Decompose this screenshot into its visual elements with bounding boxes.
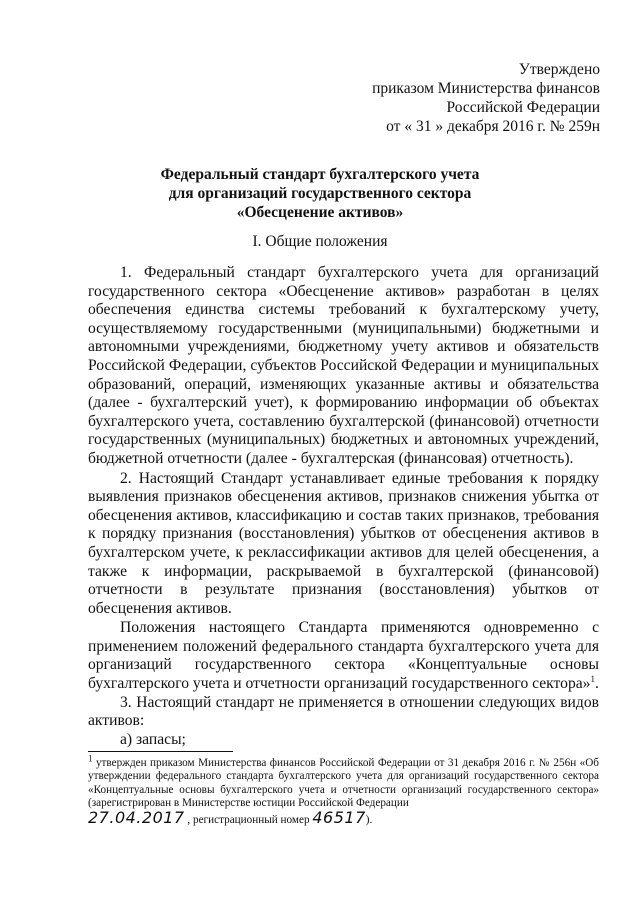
registration-label: , регистрационный номер — [187, 813, 310, 826]
footnote-closing: ). — [365, 813, 373, 826]
approval-line-2: приказом Министерства финансов — [372, 80, 600, 97]
paragraph-3-text: Положения настоящего Стандарта применяются одновременно с применением положений федерального стандарта бухгалтерского учета для организаций государственного сектора «Концептуальные основы бухгалтерского учета и отчетности организаций государственного сектора» — [88, 619, 599, 693]
title-line-2: для организаций государственного сектора — [168, 185, 472, 202]
footnote — [88, 753, 599, 827]
footnote-text-block — [88, 753, 599, 811]
approval-line-3: Российской Федерации — [446, 99, 600, 116]
footnote-divider — [88, 751, 233, 752]
paragraph-1: 1. Федеральный стандарт бухгалтерского учета для организаций государственного сектора «Обесценение активов» разработан в целях обеспечения единства системы требований к бухгалтерскому учету, осуществляемому государственными (муниципальными) бюджетными и автономными учреждениями, бюджетному учету активов и обязательств Российской Федерации, субъектов Российской Федерации и муниципальных образований, операций, изменяющих указанные активы и обязательства (далее - бухгалтерский учет), к формированию информации об объектах бухгалтерского учета, составлению бухгалтерской (финансовой) отчетности государственных (муниципальных) бюджетных и автономных учреждений, бюджетной отчетности (далее - бухгалтерская (финансовая) отчетность). — [88, 264, 599, 467]
title-line-1: Федеральный стандарт бухгалтерского учета — [160, 166, 480, 183]
footnote-reference: 1 — [590, 673, 595, 684]
document-title — [0, 165, 640, 222]
paragraph-2: 2. Настоящий Стандарт устанавливает единые требования к порядку выявления признаков обесценения активов, признаков снижения убытка от обесценения активов, классификацию и состав таких признаков, требования к порядку признания (восстановления) убытков от обесценения активов в бухгалтерском учете, к реклассификации активов для целей обесценения, а также к информации, раскрываемой в бухгалтерской (финансовой) отчетности в результате признания (восстановления) убытков от обесценения активов. — [88, 469, 599, 617]
document-body — [88, 264, 599, 749]
title-line-3: «Обесценение активов» — [236, 204, 404, 221]
paragraph-3 — [88, 619, 599, 693]
paragraph-4: 3. Настоящий стандарт не применяется в отношении следующих видов активов: — [88, 693, 599, 730]
footnote-marker: 1 — [88, 753, 93, 764]
approval-line-4: от « 31 » декабря 2016 г. № 259н — [386, 118, 600, 135]
handwritten-registration-number: 46517 — [312, 807, 366, 827]
approval-line-1: Утверждено — [518, 61, 600, 78]
paragraph-3-end: . — [594, 675, 599, 693]
footnote-registration-line — [88, 807, 599, 827]
handwritten-date: 27.04.2017 — [88, 807, 185, 827]
footnote-text: утвержден приказом Министерства финансов Российской Федерации от 31 декабря 2016 г. № 256н «Об утверждении федерального стандарта бухгалтерского учета для организаций государственного сектора «Концептуальные основы бухгалтерского учета и отчетности организаций государственного сектора» (зарегистрирован в Министерстве юстиции Российской Федерации — [88, 757, 599, 810]
section-heading: I. Общие положения — [252, 233, 388, 250]
approval-block — [372, 60, 600, 136]
paragraph-5: а) запасы; — [120, 730, 186, 748]
